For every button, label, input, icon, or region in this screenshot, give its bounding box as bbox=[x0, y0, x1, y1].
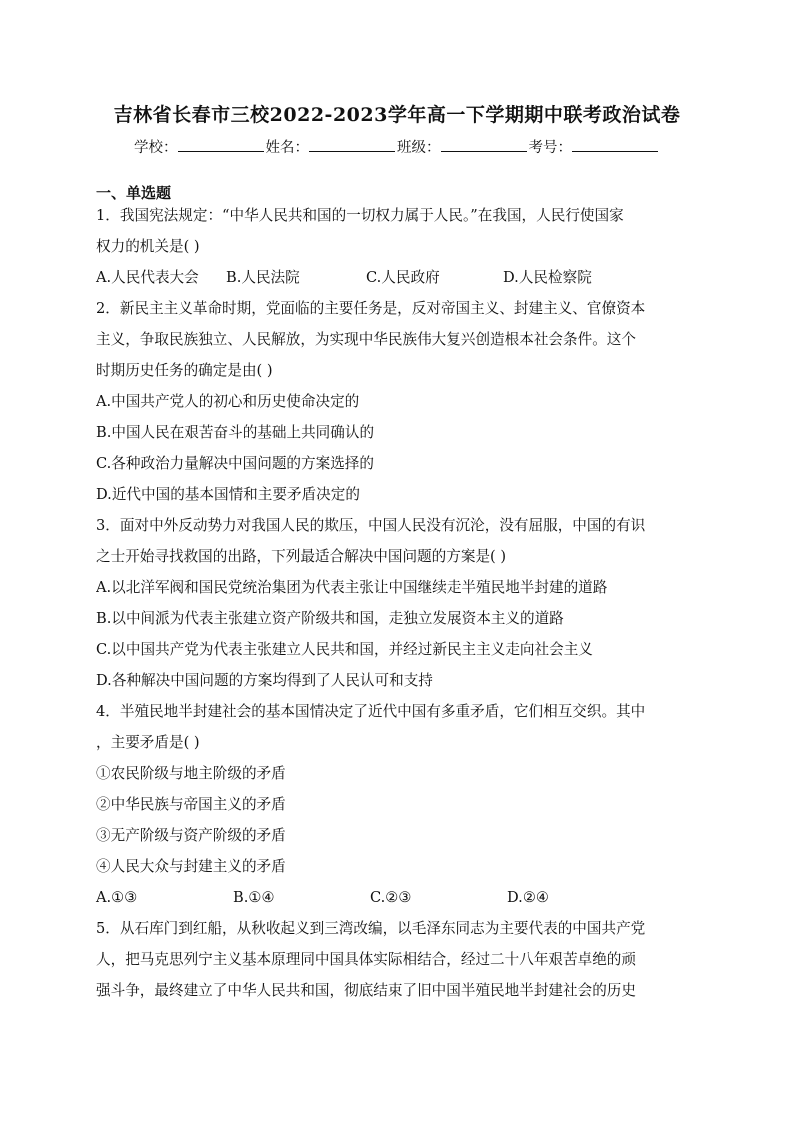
question-2 bbox=[96, 293, 700, 510]
option-d[interactable]: D.人民检察院 bbox=[503, 269, 592, 286]
question-line: 时期历史任务的确定是由( ) bbox=[96, 362, 273, 379]
question-line: ，主要矛盾是( ) bbox=[96, 734, 200, 751]
number-blank[interactable] bbox=[572, 137, 658, 152]
option-a[interactable]: A.①③ bbox=[96, 889, 138, 906]
exam-title: 吉林省长春市三校2022-2023学年高一下学期期中联考政治试卷 bbox=[113, 104, 681, 126]
option-c[interactable]: C.人民政府 bbox=[366, 269, 440, 286]
option-d[interactable]: D.②④ bbox=[507, 889, 549, 906]
name-label: 姓名： bbox=[265, 140, 309, 156]
student-info-line bbox=[0, 136, 794, 157]
option-row bbox=[96, 882, 700, 913]
option-b[interactable]: B.①④ bbox=[233, 889, 275, 906]
question-line: 4．半殖民地半封建社会的基本国情决定了近代中国有多重矛盾，它们相互交织。其中 bbox=[96, 703, 646, 720]
number-label: 考号： bbox=[528, 140, 572, 156]
option-d[interactable]: D.近代中国的基本国情和主要矛盾决定的 bbox=[96, 486, 360, 503]
question-line: 1．我国宪法规定：“中华人民共和国的一切权力属于人民。”在我国，人民行使国家 bbox=[96, 207, 624, 224]
option-b[interactable]: B.中国人民在艰苦奋斗的基础上共同确认的 bbox=[96, 424, 375, 441]
question-line: 2．新民主主义革命时期，党面临的主要任务是，反对帝国主义、封建主义、官僚资本 bbox=[96, 300, 646, 317]
school-label: 学校： bbox=[134, 140, 178, 156]
question-line: 3．面对中外反动势力对我国人民的欺压，中国人民没有沉沦，没有屈服，中国的有识 bbox=[96, 517, 646, 534]
question-3 bbox=[96, 510, 700, 696]
option-a[interactable]: A.中国共产党人的初心和历史使命决定的 bbox=[96, 393, 360, 410]
statement-item: ④人民大众与封建主义的矛盾 bbox=[96, 858, 286, 875]
option-d[interactable]: D.各种解决中国问题的方案均得到了人民认可和支持 bbox=[96, 672, 433, 689]
question-1 bbox=[96, 200, 700, 293]
name-blank[interactable] bbox=[309, 137, 395, 152]
question-line: 主义，争取民族独立、人民解放，为实现中华民族伟大复兴创造根本社会条件。这个 bbox=[96, 331, 636, 348]
statement-item: ②中华民族与帝国主义的矛盾 bbox=[96, 796, 286, 813]
question-5 bbox=[96, 913, 700, 1006]
option-c[interactable]: C.②③ bbox=[370, 889, 412, 906]
section-heading: 一、单选题 bbox=[96, 184, 172, 202]
question-line: 5．从石库门到红船，从秋收起义到三湾改编，以毛泽东同志为主要代表的中国共产党 bbox=[96, 920, 646, 937]
statement-item: ③无产阶级与资产阶级的矛盾 bbox=[96, 827, 286, 844]
option-row bbox=[96, 262, 700, 293]
statement-item: ①农民阶级与地主阶级的矛盾 bbox=[96, 765, 286, 782]
question-line: 强斗争，最终建立了中华人民共和国，彻底结束了旧中国半殖民地半封建社会的历史 bbox=[96, 982, 636, 999]
option-b[interactable]: B.以中间派为代表主张建立资产阶级共和国，走独立发展资本主义的道路 bbox=[96, 610, 564, 627]
option-c[interactable]: C.各种政治力量解决中国问题的方案选择的 bbox=[96, 455, 374, 472]
school-blank[interactable] bbox=[178, 137, 264, 152]
question-line: 权力的机关是( ) bbox=[96, 238, 200, 255]
option-a[interactable]: A.以北洋军阀和国民党统治集团为代表主张让中国继续走半殖民地半封建的道路 bbox=[96, 579, 608, 596]
option-b[interactable]: B.人民法院 bbox=[226, 269, 300, 286]
question-4 bbox=[96, 696, 700, 913]
question-line: 之士开始寻找救国的出路，下列最适合解决中国问题的方案是( ) bbox=[96, 548, 507, 565]
option-c[interactable]: C.以中国共产党为代表主张建立人民共和国，并经过新民主主义走向社会主义 bbox=[96, 641, 593, 658]
question-line: 人，把马克思列宁主义基本原理同中国具体实际相结合，经过二十八年艰苦卓绝的顽 bbox=[96, 951, 636, 968]
class-label: 班级： bbox=[397, 140, 441, 156]
class-blank[interactable] bbox=[441, 137, 527, 152]
option-a[interactable]: A.人民代表大会 bbox=[96, 269, 199, 286]
questions bbox=[96, 200, 700, 1006]
